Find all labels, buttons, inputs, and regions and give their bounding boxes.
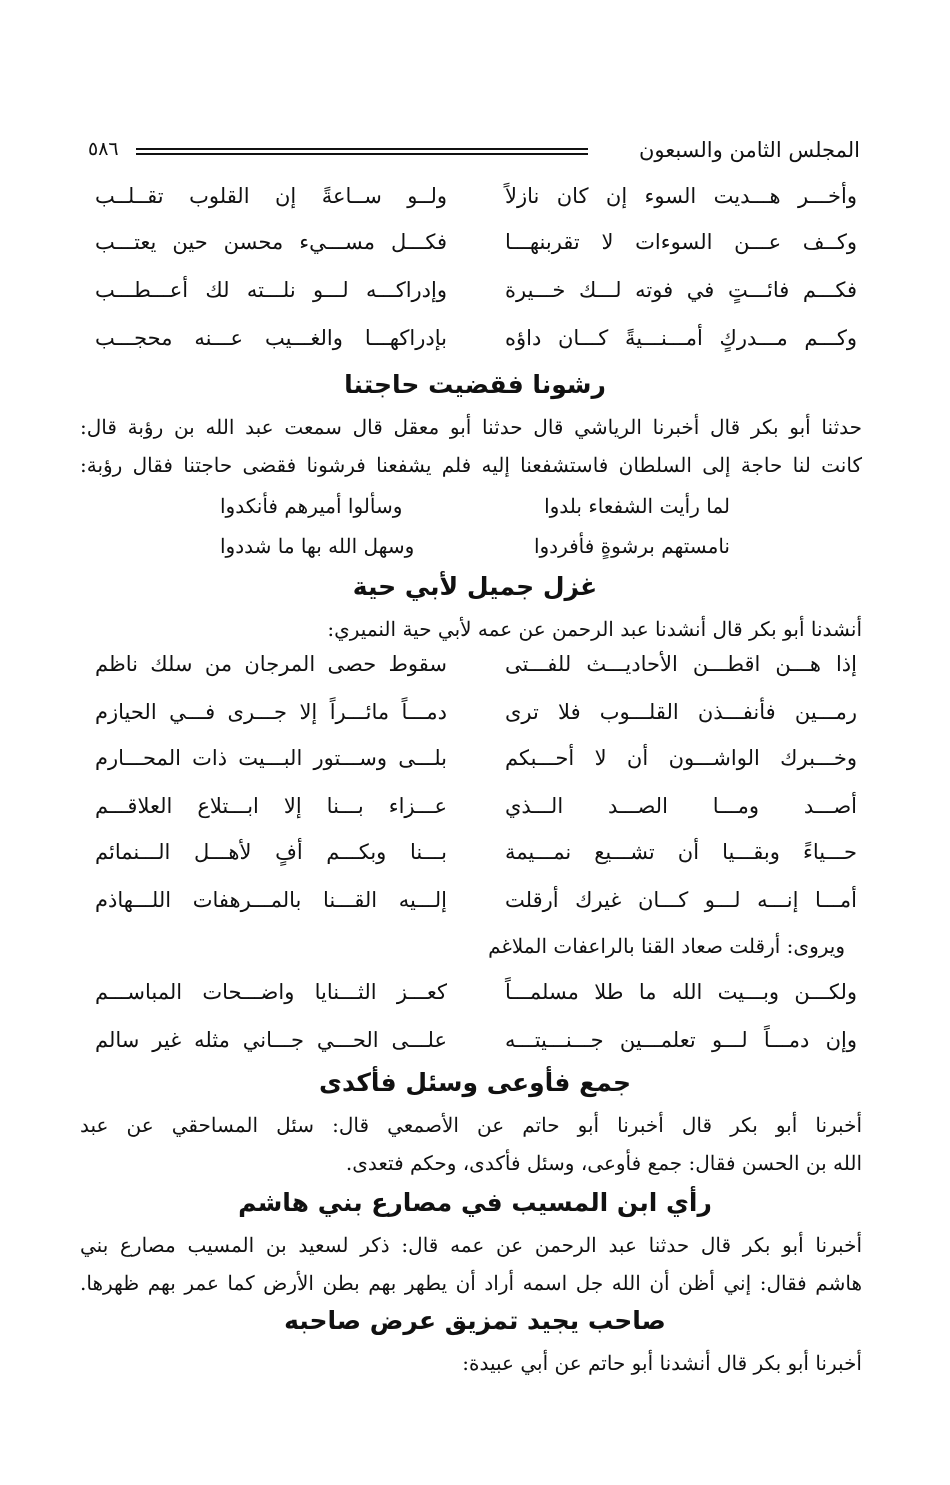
section-title: صاحب يجيد تمزيق عرض صاحبه <box>284 1306 666 1335</box>
verse-hemistich-first: لما رأيت الشفعاء بلدوا <box>544 494 730 518</box>
section-title: جمع فأوعى وسئل فأكدى <box>319 1068 631 1097</box>
verse-hemistich-first: وإن دمـــاً لـــو تعلمـــين جـــنـــيتـــه <box>505 1028 857 1052</box>
verse-line <box>95 230 857 270</box>
section-title: رأي ابن المسيب في مصارع بني هاشم <box>238 1188 712 1217</box>
verse-hemistich-second: وسألوا أميرهم فأنكدوا <box>220 494 403 518</box>
verse-line <box>95 746 857 786</box>
paragraph-line: كانت لنا حاجة إلى السلطان فاستشفعنا إليه فلم يشفعنا فرشونا فقضى حاجتنا فقال رؤبة: <box>80 453 862 477</box>
verse-hemistich-first: وأخـــر هـــديت السوء إن كان نازلاً <box>505 184 857 208</box>
verse-hemistich-second: بإدراكهـــا والغـــيب عـــنه محجـــب <box>95 326 447 350</box>
verse-hemistich-second: إلـــيه القـــنا بالمـــرهفات اللـــهاذم <box>95 888 447 912</box>
verse-hemistich-second: وسهل الله بها ما شددوا <box>220 534 415 558</box>
verse-line <box>95 700 857 740</box>
paragraph-line: أنشدنا أبو بكر قال أنشدنا عبد الرحمن عن عمه لأبي حية النميري: <box>327 617 862 641</box>
running-title: المجلس الثامن والسبعون <box>638 138 860 162</box>
verse-line <box>95 980 857 1020</box>
verse-line <box>95 794 857 834</box>
verse-hemistich-second: وإدراكـــه لـــو نلـــته لك أعـــطـــب <box>95 278 447 302</box>
section-title: غزل جميل لأبي حية <box>352 572 598 601</box>
verse-hemistich-second: دمـــاً مائـــراً إلا جـــرى فـــي الحيازم <box>95 700 447 724</box>
verse-hemistich-first: نامستهم برشوةٍ فأفردوا <box>533 534 730 558</box>
verse-line <box>95 326 857 366</box>
verse-hemistich-second: سقوط حصى المرجان من سلك ناظم <box>95 652 447 676</box>
verse-hemistich-first: ولكـــن وبـــيت الله ما طلا مسلمـــاً <box>505 980 857 1004</box>
verse-line <box>95 840 857 880</box>
verse-hemistich-first: حـــياءً وبقـــيا أن تشـــيع نمـــيمة <box>505 840 857 864</box>
page-header <box>88 138 860 170</box>
verse-hemistich-first: وكـــم مـــدركٍ أمـــنـــيةً كـــان داؤه <box>505 326 857 350</box>
verse-hemistich-first: أصـــد ومـــا الصـــد الـــذي <box>505 794 857 818</box>
verse-hemistich-first: إذا هـــن اقطـــن الأحاديـــث للفـــتى <box>505 652 857 676</box>
paragraph-line: أخبرنا أبو بكر قال حدثنا عبد الرحمن عن عمه قال: ذكر لسعيد بن المسيب مصارع بني <box>80 1233 862 1257</box>
page-number: ٥٨٦ <box>88 138 119 160</box>
verse-hemistich-second: عـــزاء بـــنا إلا ابـــتلاع العلاقـــم <box>95 794 447 818</box>
variant-reading: ويروى: أرقلت صعاد القنا بالراعفات الملاغم <box>488 934 845 958</box>
verse-hemistich-first: أمـــا إنـــه لـــو كـــان غيرك أرقلت <box>505 888 857 912</box>
verse-hemistich-first: فكـــم فائـــتٍ في فوته لـــك خـــيرة <box>505 278 857 302</box>
verse-hemistich-second: ولــو ســاعةً إن القلوب تقــلــب <box>95 184 447 208</box>
paragraph-line: أخبرنا أبو بكر قال أنشدنا أبو حاتم عن أبي عبيدة: <box>462 1351 862 1375</box>
verse-line <box>95 652 857 692</box>
verse-hemistich-second: كعـــز الثـــنايا واضـــحات المباســـم <box>95 980 447 1004</box>
paragraph-line: الله بن الحسن فقال: جمع فأوعى، وسئل فأكدى، وحكم فتعدى. <box>345 1151 862 1175</box>
header-rule <box>136 148 588 155</box>
verse-hemistich-second: بـــنا وبكـــم أفٍ لأهـــل الـــنمائم <box>95 840 447 864</box>
verse-line <box>95 278 857 318</box>
verse-hemistich-first: وكــف عـــن السوءات لا تقربنهـــا <box>505 230 857 254</box>
section-title: رشونا فقضيت حاجتنا <box>344 370 606 399</box>
verse-line <box>95 184 857 224</box>
verse-hemistich-second: فكـــل مســـيء محسن حين يعتـــب <box>95 230 447 254</box>
verse-hemistich-second: بلـــى وســـتور البـــيت ذات المحـــارم <box>95 746 447 770</box>
verse-hemistich-first: وخـــبرك الواشـــون أن لا أحـــبكم <box>505 746 857 770</box>
verse-hemistich-second: علـــى الحـــي جـــاني مثله غير سالم <box>95 1028 447 1052</box>
verse-line <box>95 1028 857 1068</box>
paragraph-line: حدثنا أبو بكر قال أخبرنا الرياشي قال حدثنا أبو معقل قال سمعت عبد الله بن رؤبة قال: <box>80 415 862 439</box>
verse-line <box>95 888 857 928</box>
paragraph-line: أخبرنا أبو بكر قال أخبرنا أبو حاتم عن الأصمعي قال: سئل المساحقي عن عبد <box>80 1113 862 1137</box>
paragraph-line: هاشم فقال: إني أظن أن الله جل اسمه أراد أن يطهر بهم بطن الأرض كما عمر بهم ظهرها. <box>80 1271 862 1295</box>
verse-hemistich-first: رمـــين فأنفـــذن القلـــوب فلا ترى <box>505 700 857 724</box>
